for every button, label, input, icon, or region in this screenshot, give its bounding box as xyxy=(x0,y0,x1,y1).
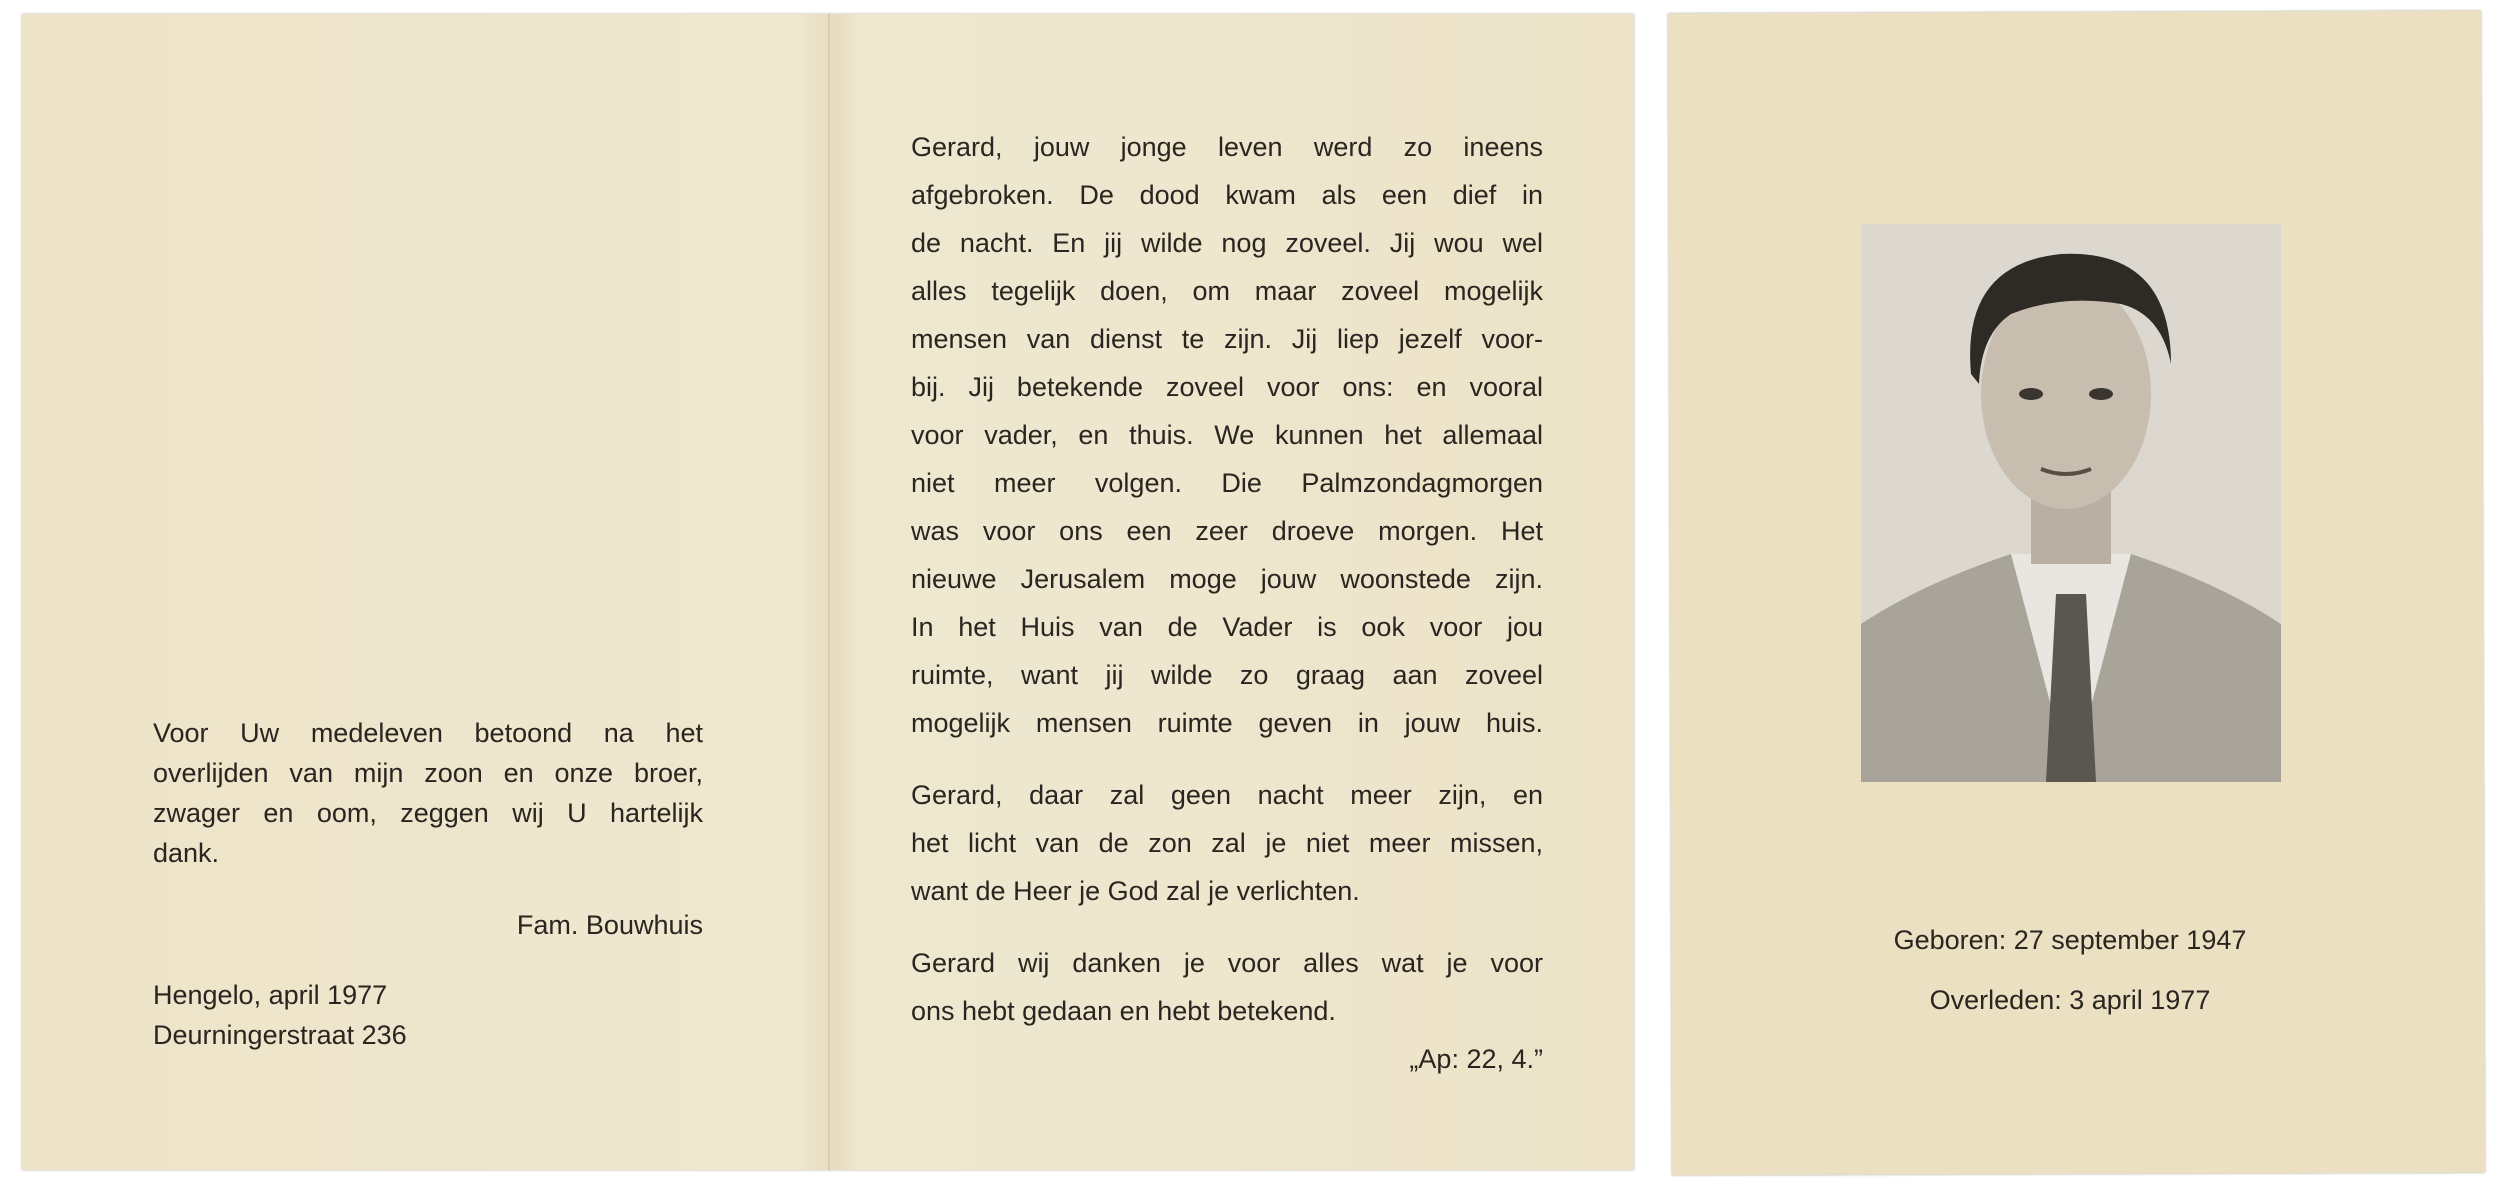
thanks-line: zwager en oom, zeggen wij U hartelijk xyxy=(153,798,703,828)
memorial-line: afgebroken. De dood kwam als een dief in xyxy=(911,180,1543,210)
thanks-line: Voor Uw medeleven betoond na het xyxy=(153,718,703,748)
scripture-reference: „Ap: 22, 4.” xyxy=(1409,1044,1543,1074)
memorial-line: mogelijk mensen ruimte geven in jouw huis. xyxy=(911,708,1543,738)
memorial-line: mensen van dienst te zijn. Jij liep jezelf voor- xyxy=(911,324,1543,354)
memorial-line: Gerard, daar zal geen nacht meer zijn, en xyxy=(911,780,1543,810)
thanks-line: dank. xyxy=(153,838,220,868)
memorial-line: het licht van de zon zal je niet meer missen, xyxy=(911,828,1543,858)
memorial-line: alles tegelijk doen, om maar zoveel mogelijk xyxy=(911,276,1543,306)
memorial-line: bij. Jij betekende zoveel voor ons: en vooral xyxy=(911,372,1543,402)
portrait-image xyxy=(1861,224,2281,782)
memorial-line: nieuwe Jerusalem moge jouw woonstede zijn. xyxy=(911,564,1543,594)
memorial-line: ons hebt gedaan en hebt betekend. xyxy=(911,996,1336,1026)
memorial-line: was voor ons een zeer droeve morgen. Het xyxy=(911,516,1543,546)
place-date: Hengelo, april 1977 xyxy=(153,980,388,1010)
thanks-line: overlijden van mijn zoon en onze broer, xyxy=(153,758,703,788)
death-date: Overleden: 3 april 1977 xyxy=(1929,985,2211,1015)
memorial-line: de nacht. En jij wilde nog zoveel. Jij wou wel xyxy=(911,228,1543,258)
memorial-line: Gerard wij danken je voor alles wat je voor xyxy=(911,948,1543,978)
signature: Fam. Bouwhuis xyxy=(516,910,703,940)
memorial-line: Gerard, jouw jonge leven werd zo ineens xyxy=(911,132,1543,162)
memorial-line: voor vader, en thuis. We kunnen het allemaal xyxy=(911,420,1543,450)
memorial-line: niet meer volgen. Die Palmzondagmorgen xyxy=(911,468,1543,498)
card-fold xyxy=(828,14,830,1170)
address: Deurningerstraat 236 xyxy=(153,1020,407,1050)
memorial-line: want de Heer je God zal je verlichten. xyxy=(911,876,1360,906)
birth-date: Geboren: 27 september 1947 xyxy=(1893,925,2247,955)
memorial-line: ruimte, want jij wilde zo graag aan zoveel xyxy=(911,660,1543,690)
portrait-photo xyxy=(1861,224,2281,782)
memorial-line: In het Huis van de Vader is ook voor jou xyxy=(911,612,1543,642)
